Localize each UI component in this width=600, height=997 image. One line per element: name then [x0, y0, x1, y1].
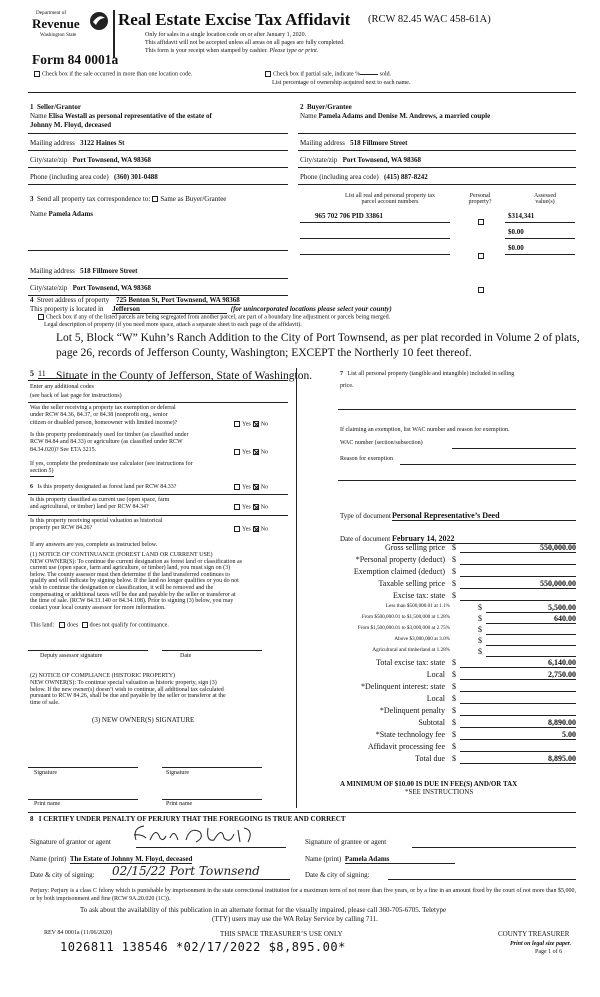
land-does-not-label: does not qualify for continuance.	[89, 622, 169, 629]
sec3-mail: 518 Fillmore Street	[80, 267, 138, 275]
sec6-q3b: property per RCW 84.26?	[30, 525, 93, 532]
parcel-number: 965 702 706 PID 33861	[315, 212, 384, 220]
dollar-sign: $	[452, 591, 456, 600]
notice1-b: current use (open space, farm and agriculture, or timber) land, you must sign on (3)	[30, 565, 231, 572]
sec6-q3-no-checkbox[interactable]	[253, 526, 259, 532]
tax-row-value: 5,500.00	[548, 603, 576, 612]
located-county: Jefferson	[112, 305, 227, 314]
sec5-q2-no-checkbox[interactable]	[253, 449, 259, 455]
dollar-sign: $	[478, 636, 482, 645]
list-percentage: List percentage of ownership acquired next to each name.	[272, 80, 411, 86]
sec6-ifany: If any answers are yes, complete as instructed below.	[30, 542, 158, 548]
personal-head-2: property?	[468, 199, 492, 205]
notice1-e: wish to continue the designation or classification, it will be removed and the	[30, 584, 214, 591]
sec5-q3b: section 5)	[30, 468, 54, 476]
buyer-mail-label: Mailing address	[300, 139, 345, 147]
sec5-q3a: If yes, complete the predominate use calculator (see instructions for	[30, 461, 193, 467]
multi-location-label: Check box if the sale occurred in more than one location code.	[42, 71, 193, 78]
assessed-value: $0.00	[508, 244, 524, 252]
minimum-note: A MINIMUM OF $10.00 IS DUE IN FEE(S) AND/OR TAX	[340, 780, 518, 788]
owner-print-label-1: Print name	[34, 801, 61, 807]
owner-sig-label-2: Signature	[166, 770, 189, 776]
no-label: No	[260, 449, 269, 456]
grantor-date-city: 02/15/22 Port Townsend	[112, 864, 260, 878]
dollar-sign: $	[452, 718, 456, 727]
sec5-num: 5	[30, 369, 34, 378]
tax-row-value: 550,000.00	[540, 579, 576, 588]
segregated-checkbox[interactable]	[38, 314, 44, 320]
dollar-sign: $	[452, 754, 456, 763]
dept-line3: Washington State	[40, 32, 77, 38]
dollar-sign: $	[452, 706, 456, 715]
sec3-name: Pamela Adams	[48, 210, 93, 218]
sec4-num: 4	[30, 296, 34, 304]
dollar-sign: $	[478, 603, 482, 612]
tax-row-label: *Delinquent interest: state	[361, 682, 445, 691]
buyer-num: 2	[300, 103, 304, 111]
dor-logo	[30, 10, 108, 50]
yes-label: Yes	[242, 421, 251, 428]
grantee-sig-label: Signature of grantee or agent	[305, 838, 387, 846]
dollar-sign: $	[452, 543, 456, 552]
personal-property-checkbox[interactable]	[478, 287, 484, 293]
grantor-signature	[130, 822, 260, 848]
assessed-head-2: value(s)	[535, 199, 555, 205]
sec5-q1-yes-checkbox[interactable]	[234, 421, 240, 427]
partial-sale-checkbox[interactable]	[265, 71, 271, 77]
partial-sale-label: Check box if partial sale, indicate %	[273, 71, 361, 78]
notice3-head: (3) NEW OWNER(S) SIGNATURE	[92, 716, 195, 724]
notice1-d: qualify and will indicate by signing below. If the land no longer qualifies or you do not	[30, 578, 239, 585]
dollar-sign: $	[452, 694, 456, 703]
grantee-date-city-label: Date & city of signing:	[305, 871, 370, 879]
buyer-city: Port Townsend, WA 98368	[342, 156, 422, 164]
sec3-mail-label: Mailing address	[30, 267, 75, 275]
reason-label: Reason for exemption	[340, 456, 393, 462]
dollar-sign: $	[478, 647, 482, 656]
dollar-sign: $	[452, 555, 456, 564]
exemption-text: If claiming an exemption, list WAC number and reason for exemption.	[340, 427, 510, 433]
revenue-logo-icon	[88, 10, 110, 32]
doc-type-label: Type of document	[340, 512, 391, 520]
sec5-q1a: Was the seller receiving a property tax exemption or deferral	[30, 405, 176, 411]
located-note: (for unincorporated locations please select your county)	[230, 305, 392, 313]
legal-desc-line2: page 26, records of Jefferson County, Washington; EXCEPT the Northerly 10 feet thereof.	[56, 347, 472, 359]
parcel-head-1: List all real and personal property tax	[345, 193, 435, 199]
sec6-q2-yes-checkbox[interactable]	[234, 504, 240, 510]
assessed-value: $314,341	[508, 212, 535, 220]
doc-type: Personal Representative’s Deed	[392, 511, 576, 521]
seller-mail-label: Mailing address	[30, 139, 75, 147]
dollar-sign: $	[452, 742, 456, 751]
seller-heading: Seller/Grantor	[37, 103, 81, 111]
seller-mail: 3122 Haines St	[80, 139, 125, 147]
seller-phone-label: Phone (including area code)	[30, 173, 109, 181]
seller-num: 1	[30, 103, 34, 111]
this-land-label: This land:	[30, 622, 55, 629]
legal-desc-line1: Lot 5, Block “W” Kuhn’s Ranch Addition to the City of Port Townsend, as per plat recorded in Volume 2 of plats,	[56, 332, 580, 344]
sec6-q1-no-checkbox[interactable]	[253, 484, 259, 490]
certify-heading: I CERTIFY UNDER PENALTY OF PERJURY THAT THE FOREGOING IS TRUE AND CORRECT	[38, 815, 346, 823]
no-label: No	[260, 484, 269, 491]
multi-location-checkbox[interactable]	[34, 71, 40, 77]
tax-row-value: 8,890.00	[548, 718, 576, 727]
segregated-label: Check box if any of the listed parcels are being segregated from another parcel, are part of a boundary line adjustment or parcels being merged.	[46, 314, 391, 321]
dollar-sign: $	[452, 567, 456, 576]
notice2-b: below. If the new owner(s) doesn’t wish to continue, all additional tax calculated	[30, 686, 224, 693]
notice2-a: NEW OWNER(S): To continue special valuation as historic property, sign (3)	[30, 679, 217, 686]
partial-sale-tail: sold.	[379, 71, 392, 78]
no-label: No	[260, 504, 269, 511]
tax-row-value: 5.00	[562, 730, 576, 739]
sec3-num: 3	[30, 195, 34, 203]
buyer-mail: 518 Fillmore Street	[350, 139, 408, 147]
sec3-text: Send all property tax correspondence to:	[37, 195, 151, 203]
header-note2: This affidavit will not be accepted unless all areas on all pages are fully completed.	[145, 40, 345, 46]
tax-row-value: 6,140.00	[548, 658, 576, 667]
tax-row-label: Above $3,000,000 at 3.0%	[394, 636, 450, 642]
notice1-h: contact your local county assessor for more information.	[30, 604, 166, 611]
tax-row-value: 640.00	[554, 614, 576, 623]
dollar-sign: $	[452, 658, 456, 667]
form-title-ref: (RCW 82.45 WAC 458-61A)	[368, 14, 491, 25]
sec6-q2-no-checkbox[interactable]	[253, 504, 259, 510]
dollar-sign: $	[452, 579, 456, 588]
sec5-l2: (see back of last page for instructions)	[30, 393, 122, 399]
header-note1: Only for sales in a single location code on or after January 1, 2020.	[145, 32, 307, 38]
grantor-name-label: Name (print)	[30, 855, 67, 863]
located-label: This property is located in	[30, 305, 104, 313]
parcel-head-2: parcel account numbers	[361, 199, 419, 205]
grantee-name-label: Name (print)	[305, 855, 342, 863]
tax-row-value: 550,000.00	[540, 543, 576, 552]
sec5-q1c: citizen or disabled person, homeowner with limited income)?	[30, 419, 178, 426]
land-does-label: does	[67, 622, 79, 629]
form-title: Real Estate Excise Tax Affidavit	[118, 10, 351, 29]
cashier-stamp: 1026811 138546 *02/17/2022 $8,895.00*	[60, 940, 346, 954]
sec5-q2c: 84.34.020)? See ETA 3215.	[30, 446, 97, 453]
header-note3: This form is your receipt when stamped by cashier.	[145, 48, 268, 54]
sec3-city: Port Townsend, WA 98368	[72, 284, 152, 292]
wac-label: WAC number (section/subsection)	[340, 440, 423, 446]
assessed-value: $0.00	[508, 228, 524, 236]
same-as-buyer-checkbox[interactable]	[152, 196, 158, 202]
notice1-c: below. The county assessor must then determine if the land transferred continues to	[30, 571, 230, 578]
deputy-sig-label: Deputy assessor signature	[40, 653, 103, 659]
same-as-buyer-label: Same as Buyer/Grantee	[160, 195, 227, 203]
tax-row-label: *Delinquent penalty	[379, 706, 445, 715]
grantor-sig-label: Signature of grantor or agent	[30, 838, 111, 846]
buyer-city-label: City/state/zip	[300, 156, 338, 164]
page-number: Page 1 of 6	[535, 949, 563, 955]
doc-date-label: Date of document	[340, 535, 391, 543]
seller-phone: (360) 301-0488	[113, 173, 158, 181]
legal-desc-label: Legal description of property (if you need more space, attach a separate sheet to each page of the affidavit).	[44, 322, 302, 328]
form-number: Form 84 0001a	[32, 52, 119, 67]
personal-head-1: Personal	[469, 193, 491, 199]
tax-row-value: 8,895.00	[548, 754, 576, 763]
sec6-q1-yes-checkbox[interactable]	[234, 484, 240, 490]
legal-paper-note: Print on legal size paper.	[510, 941, 572, 947]
sec8-num: 8	[30, 815, 34, 823]
sec5-q2b: RCW 84.84 and 84.33) or agriculture (as classified under RCW	[30, 439, 183, 446]
tax-row-value: 2,750.00	[548, 670, 576, 679]
sec5-q2a: Is this property predominately used for timber (as classified under	[30, 432, 189, 438]
owner-sig-label-1: Signature	[34, 770, 57, 776]
header-note3b: Please type or print.	[269, 48, 319, 54]
land-does-not-checkbox[interactable]	[82, 622, 88, 628]
seller-name: Elisa Westall as personal representative of the estate of	[48, 112, 212, 120]
sec6-q3-yes-checkbox[interactable]	[234, 526, 240, 532]
legal-desc-line3: Situate in the County of Jefferson, State of Washington.	[56, 370, 313, 382]
see-instructions: *SEE INSTRUCTIONS	[405, 788, 474, 796]
tax-row-label: Taxable selling price	[378, 579, 445, 588]
notice2-d: time of sale.	[30, 700, 60, 707]
grantor-date-city-label: Date & city of signing:	[30, 871, 95, 879]
dollar-sign: $	[478, 625, 482, 634]
treasurer-only: THIS SPACE TREASURER’S USE ONLY	[220, 930, 343, 938]
assessed-head-1: Assessed	[534, 193, 556, 199]
notice2-c: pursuant to RCW 84.26, shall be due and payable by the seller or transferor at the	[30, 693, 226, 700]
tax-row-label: From $1,500,000.01 to $3,000,000 at 2.75%	[357, 625, 450, 631]
sec5-code: 11	[38, 369, 78, 379]
grantor-name: The Estate of Johnny M. Floyd, deceased	[69, 855, 193, 863]
dollar-sign: $	[452, 670, 456, 679]
tax-row-label: Affidavit processing fee	[367, 742, 445, 751]
no-label: No	[260, 421, 269, 428]
sec3-city-label: City/state/zip	[30, 284, 68, 292]
tax-row-label: *State technology fee	[375, 730, 445, 739]
sec7-text1: List all personal property (tangible and intangible) included in selling	[347, 371, 515, 377]
yes-label: Yes	[242, 449, 251, 456]
owner-print-label-2: Print name	[166, 801, 193, 807]
personal-property-checkbox[interactable]	[478, 219, 484, 225]
sec5-q1-no-checkbox[interactable]	[253, 421, 259, 427]
dept-line2: Revenue	[32, 16, 80, 31]
tax-row-label: Total excise tax: state	[376, 658, 445, 667]
notice2-head: (2) NOTICE OF COMPLIANCE (HISTORIC PROPERTY)	[30, 673, 176, 679]
personal-property-checkbox[interactable]	[478, 253, 484, 259]
buyer-phone: (415) 887-8242	[383, 173, 428, 181]
dollar-sign: $	[452, 682, 456, 691]
yes-label: Yes	[242, 484, 251, 491]
rev-number: REV 84 0001a (11/06/2020)	[44, 930, 113, 936]
yes-label: Yes	[242, 504, 251, 511]
seller-city-label: City/state/zip	[30, 156, 68, 164]
tax-row-label: Subtotal	[418, 718, 445, 727]
tax-row-label: Gross selling price	[385, 543, 445, 552]
dollar-sign: $	[478, 614, 482, 623]
tax-row-label: Local	[426, 694, 445, 703]
seller-city: Port Townsend, WA 98368	[72, 156, 152, 164]
tax-row-label: Local	[426, 670, 445, 679]
sec5-q2-yes-checkbox[interactable]	[234, 449, 240, 455]
sec6-q1: Is this property designated as forest land per RCW 84.33?	[37, 484, 177, 490]
tax-row-label: Total due	[415, 754, 445, 763]
land-does-checkbox[interactable]	[59, 622, 65, 628]
seller-name-label: Name	[30, 112, 47, 120]
grantee-name: Pamela Adams	[345, 855, 455, 864]
tax-row-label: From $500,000.01 to $1,500,000 at 1.28%	[361, 614, 450, 620]
yes-label: Yes	[242, 526, 251, 533]
sec6-q3a: Is this property receiving special valuation as historical	[30, 518, 163, 524]
sec5-l1: Enter any additional codes	[30, 384, 94, 390]
dept-line1: Department of	[36, 10, 67, 16]
access-line1: To ask about the availability of this publication in an alternate format for the visually impaired, please call 360-705-6705. Teletype	[80, 906, 447, 914]
sec3-name-label: Name	[30, 210, 47, 218]
sec7-num: 7	[340, 371, 343, 377]
sec6-q2b: and agricultural, or timber) land per RCW 84.34?	[30, 504, 149, 511]
tax-row-label: *Personal property (deduct)	[355, 555, 445, 564]
perjury-statement: Perjury: Perjury is a class C felony which is punishable by imprisonment in the state correctional institution for a maximum term of not more than five years, or by a fine in an amount fixed by the court of not more than $5,000, or by both imprisonment and fine (RCW 9A.20.020 (1C)).	[30, 888, 576, 902]
tax-row-label: Excise tax: state	[393, 591, 445, 600]
no-label: No	[260, 526, 269, 533]
sec7-text2: price.	[340, 383, 354, 389]
access-line2: (TTY) users may use the WA Relay Service by calling 711.	[212, 915, 378, 923]
notice1-f: compensating or additional taxes will be due and payable by the seller or transferor at	[30, 591, 236, 598]
buyer-name: Pamela Adams and Denise M. Andrews, a married couple	[318, 112, 491, 120]
buyer-heading: Buyer/Grantee	[307, 103, 352, 111]
tax-row-label: Exemption claimed (deduct)	[353, 567, 445, 576]
street-label: Street address of property	[37, 296, 110, 304]
buyer-name-label: Name	[300, 112, 317, 120]
notice1-g: the time of sale. (RCW 84.33.140 or 84.34.108). Prior to signing (3) below, you may	[30, 598, 234, 605]
street-address: 725 Benton St, Port Townsend, WA 98368	[116, 296, 240, 304]
seller-name-2: Johnny M. Floyd, deceased	[30, 121, 112, 129]
deputy-date-label: Date	[180, 653, 192, 659]
notice1-a: NEW OWNER(S): To continue the current designation as forest land or classification as	[30, 558, 242, 565]
buyer-phone-label: Phone (including area code)	[300, 173, 379, 181]
sec5-q1b: under RCW 84.36, 84.37, or 84.38 (nonprofit org., senior	[30, 412, 168, 419]
tax-row-label: Less than $500,000.01 at 1.1%	[385, 603, 450, 609]
doc-date: February 14, 2022	[392, 534, 576, 544]
notice1-head: (1) NOTICE OF CONTINUANCE (FOREST LAND OR CURRENT USE)	[30, 552, 213, 558]
sec6-q2a: Is this property classified as current use (open space, farm	[30, 497, 170, 503]
tax-row-label: Agricultural and timberland at 1.28%	[372, 647, 450, 653]
county-treasurer: COUNTY TREASURER	[498, 930, 570, 938]
dollar-sign: $	[452, 730, 456, 739]
sec6-num: 6	[30, 484, 33, 490]
